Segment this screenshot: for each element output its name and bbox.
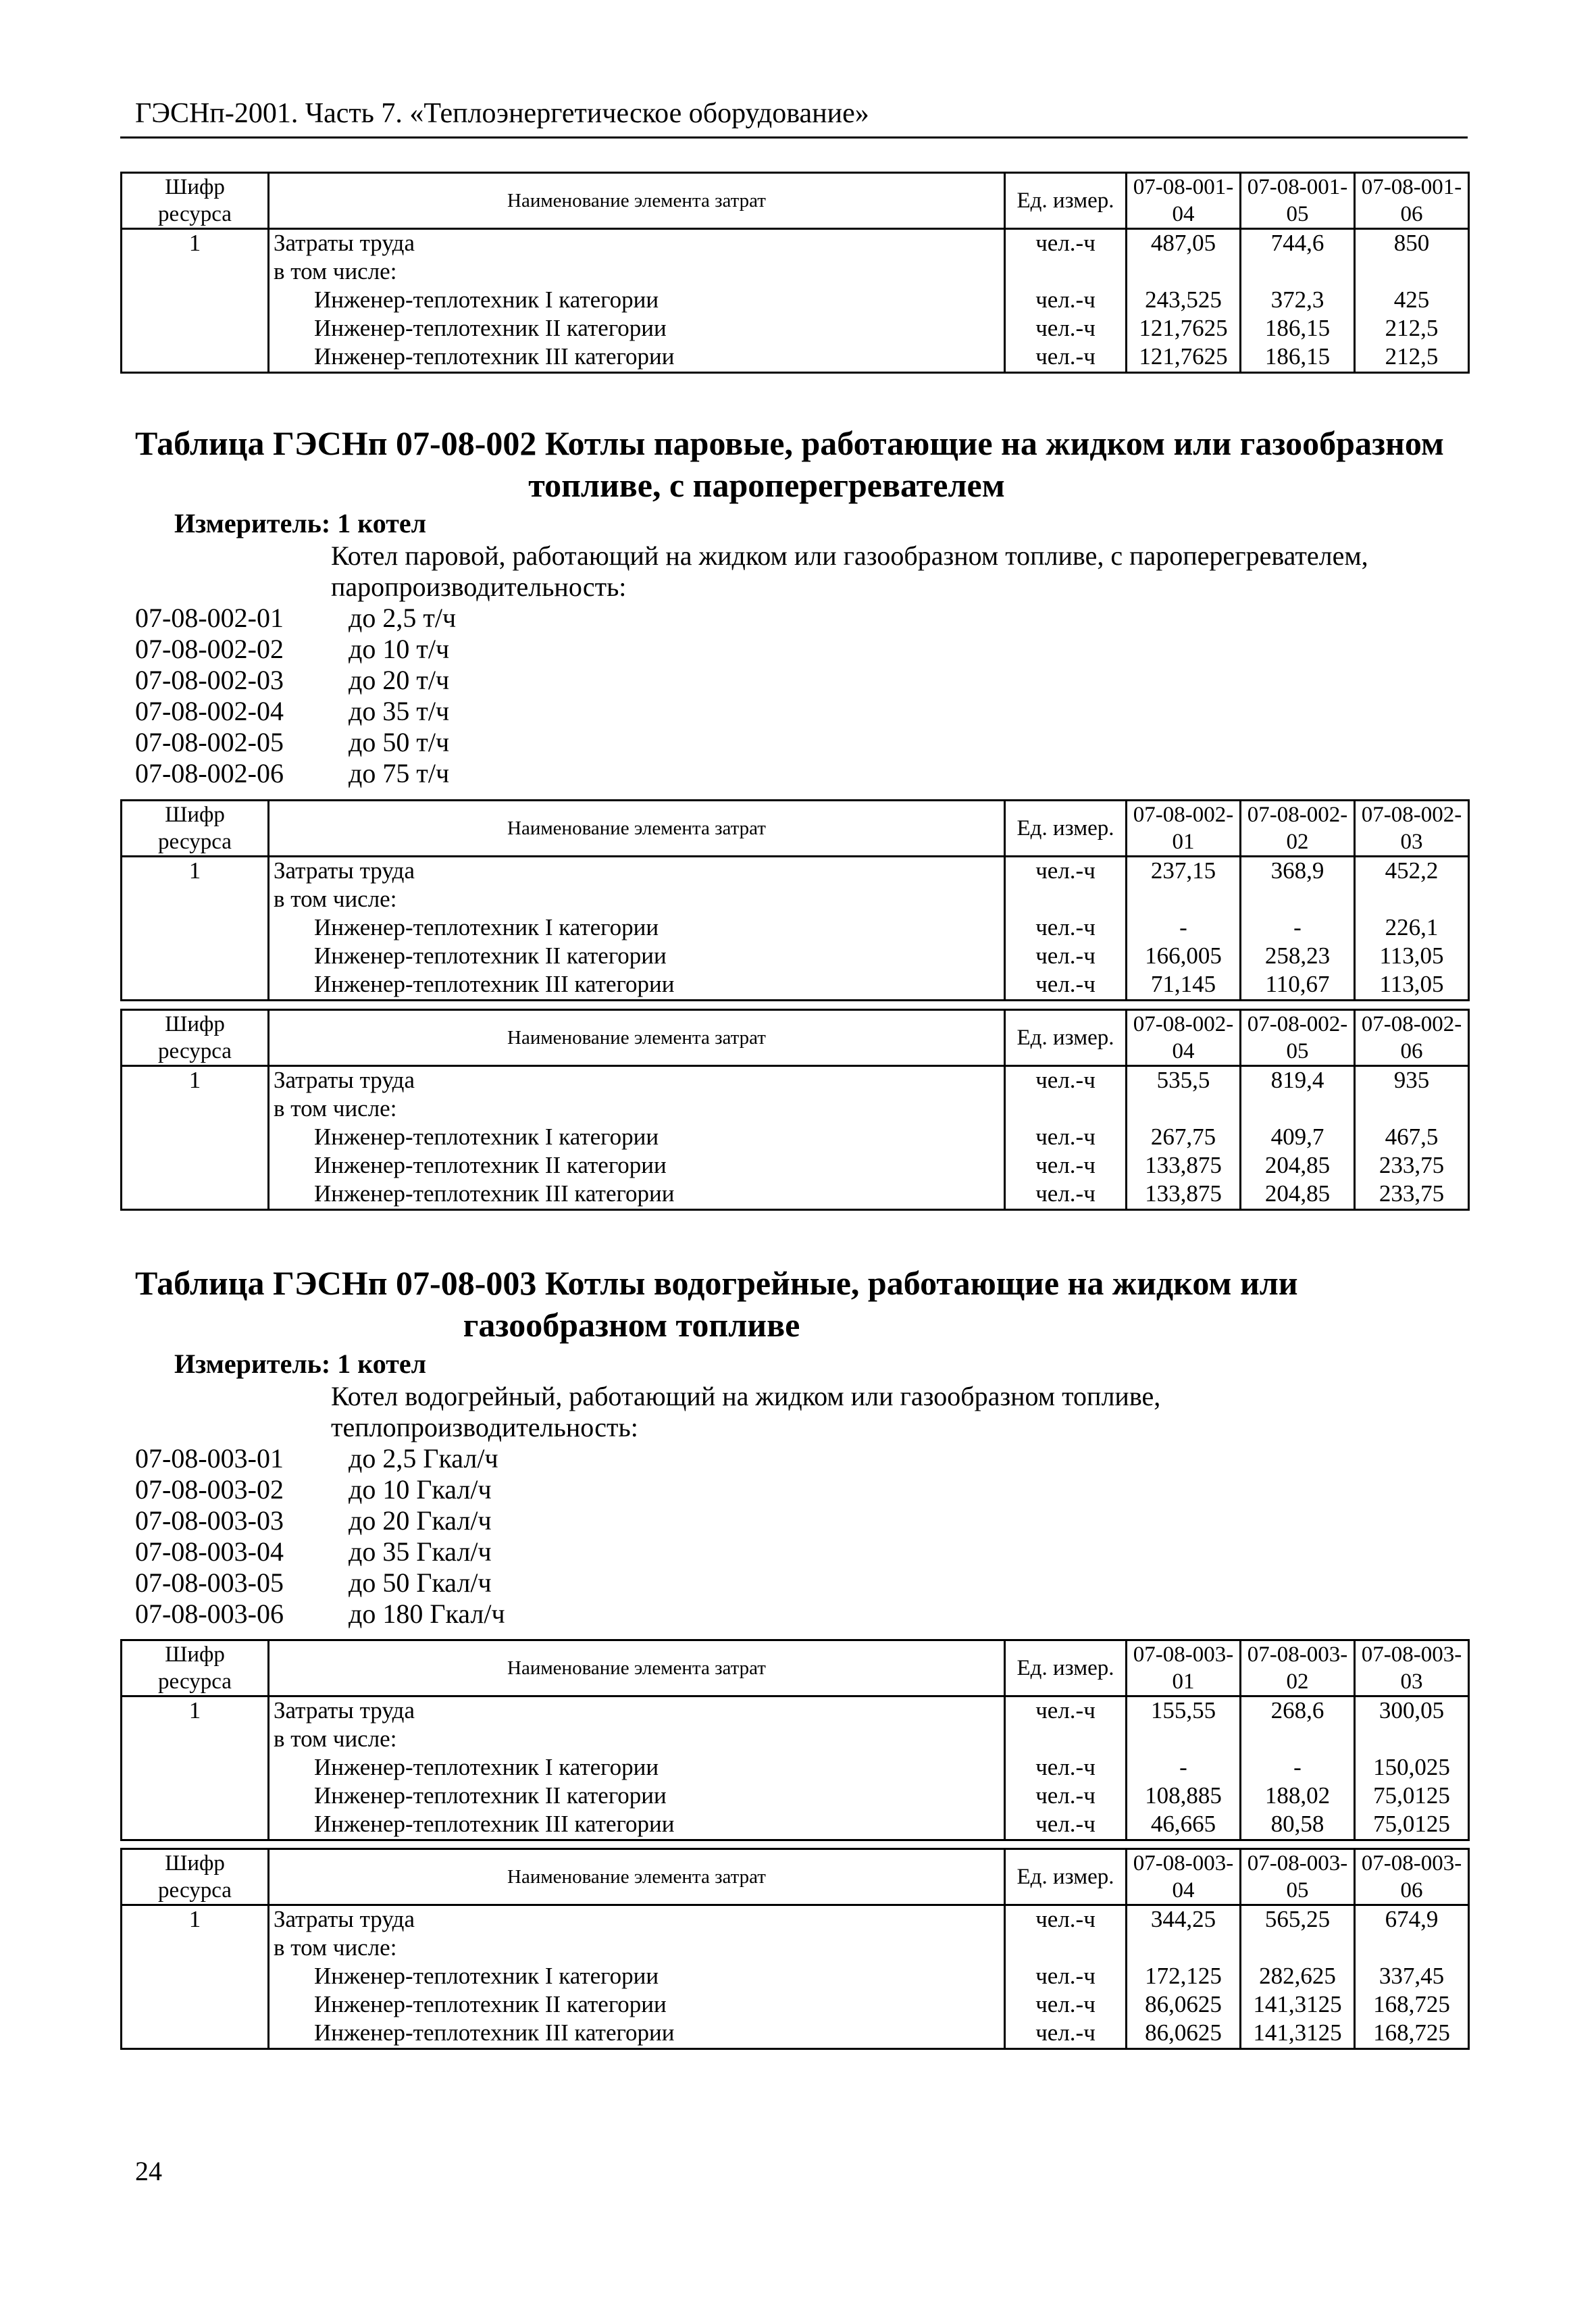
- including-label: в том числе:: [274, 1934, 397, 1961]
- value-eng1: 467,5: [1385, 1124, 1439, 1150]
- section-title-line1: Таблица ГЭСНп 07-08-003 Котлы водогрейные, работающие на жидком или: [135, 1264, 1298, 1302]
- value-spacer: [1131, 886, 1235, 914]
- value-eng3: 121,7625: [1139, 343, 1228, 370]
- engineer-cat3-label: Инженер-теплотехник III категории: [314, 1180, 675, 1207]
- value-eng1: -: [1293, 914, 1302, 940]
- value-eng2: 186,15: [1264, 315, 1331, 341]
- table-header-row: [122, 1849, 1469, 1905]
- item-row: [135, 1536, 505, 1567]
- value-eng2: 108,885: [1145, 1782, 1222, 1809]
- cell-code: [122, 857, 269, 1001]
- item-code: 07-08-003-02: [135, 1474, 284, 1505]
- cell-value: [1241, 1066, 1355, 1210]
- value-spacer: [1245, 1095, 1349, 1124]
- item-value: до 50 Гкал/ч: [349, 1567, 492, 1598]
- cell-code: [122, 1696, 269, 1840]
- description: [331, 1381, 1479, 1443]
- cell-value: [1127, 857, 1241, 1001]
- engineer-cat2-label: Инженер-теплотехник II категории: [314, 1991, 667, 2017]
- value-eng1: 243,525: [1145, 286, 1222, 313]
- item-row: [135, 1443, 505, 1474]
- cell-unit: [1005, 229, 1127, 373]
- value-eng1: 372,3: [1270, 286, 1324, 313]
- meter-label: Измеритель: 1 котел: [174, 1349, 427, 1379]
- value-spacer: [1360, 886, 1464, 914]
- header-rate-code: 07-08-002-01: [1127, 801, 1241, 857]
- header-rule: [120, 136, 1468, 139]
- engineer-cat3-label: Инженер-теплотехник III категории: [314, 343, 675, 370]
- value-spacer: [1360, 1726, 1464, 1754]
- section-title-line2: топливе, с пароперегревателем: [528, 466, 1005, 504]
- meter-label: Измеритель: 1 котел: [174, 508, 427, 538]
- value-labor: 487,05: [1150, 230, 1216, 256]
- item-value: до 180 Гкал/ч: [349, 1599, 505, 1629]
- value-eng3: 133,875: [1145, 1180, 1222, 1207]
- value-labor: 535,5: [1156, 1067, 1210, 1093]
- section-title-line2: газообразном топливе: [463, 1306, 800, 1344]
- description-line1: Котел водогрейный, работающий на жидком или газообразном топливе,: [331, 1381, 1161, 1411]
- cell-value: [1355, 1905, 1469, 2049]
- header-code: Шифр ресурса: [122, 1640, 269, 1696]
- unit-spacer: [1010, 1726, 1121, 1754]
- value-eng1: 150,025: [1373, 1754, 1450, 1780]
- engineer-cat1-label: Инженер-теплотехник I категории: [314, 1124, 659, 1150]
- including-label: в том числе:: [274, 1095, 397, 1122]
- unit-labor: чел.-ч: [1035, 1067, 1096, 1093]
- item-code: 07-08-002-01: [135, 603, 284, 633]
- item-code: 07-08-003-05: [135, 1567, 284, 1598]
- value-eng1: -: [1179, 1754, 1187, 1780]
- cost-table: [120, 799, 1470, 1001]
- value-labor: 565,25: [1264, 1906, 1331, 1932]
- resource-code: 1: [188, 1906, 201, 1932]
- including-label: в том числе:: [274, 258, 397, 284]
- unit-eng2: чел.-ч: [1035, 1152, 1096, 1178]
- item-code: 07-08-003-03: [135, 1505, 284, 1536]
- header-unit: Ед. измер.: [1005, 1849, 1127, 1905]
- unit-spacer: [1010, 258, 1121, 286]
- value-eng3: 80,58: [1270, 1811, 1324, 1837]
- value-eng2: 258,23: [1264, 942, 1331, 969]
- value-eng3: 204,85: [1264, 1180, 1331, 1207]
- including-label: в том числе:: [274, 886, 397, 912]
- value-eng1: 267,75: [1150, 1124, 1216, 1150]
- cell-value: [1241, 857, 1355, 1001]
- cell-name: [269, 1905, 1005, 2049]
- unit-eng2: чел.-ч: [1035, 942, 1096, 969]
- unit-eng1: чел.-ч: [1035, 1963, 1096, 1989]
- table-header-row: [122, 173, 1469, 229]
- cost-table: [120, 1639, 1470, 1841]
- value-eng3: 86,0625: [1145, 2019, 1222, 2046]
- value-labor: 368,9: [1270, 857, 1324, 884]
- value-eng3: 110,67: [1265, 971, 1330, 997]
- cell-code: [122, 1066, 269, 1210]
- value-eng2: 212,5: [1385, 315, 1439, 341]
- cell-value: [1355, 1066, 1469, 1210]
- engineer-cat3-label: Инженер-теплотехник III категории: [314, 1811, 675, 1837]
- item-row: [135, 758, 456, 789]
- cost-table: [120, 1848, 1470, 2050]
- unit-eng3: чел.-ч: [1035, 1811, 1096, 1837]
- value-spacer: [1131, 1934, 1235, 1963]
- item-row: [135, 603, 456, 634]
- resource-code: 1: [188, 857, 201, 884]
- value-eng1: 226,1: [1385, 914, 1439, 940]
- value-eng1: 425: [1393, 286, 1430, 313]
- value-eng3: 75,0125: [1373, 1811, 1450, 1837]
- cell-unit: [1005, 1696, 1127, 1840]
- cell-unit: [1005, 857, 1127, 1001]
- value-spacer: [1131, 258, 1235, 286]
- value-labor: 155,55: [1150, 1697, 1216, 1724]
- item-value: до 75 т/ч: [349, 758, 450, 788]
- description-line2: теплопроизводительность:: [331, 1412, 638, 1442]
- item-value: до 10 Гкал/ч: [349, 1474, 492, 1505]
- cell-value: [1127, 1905, 1241, 2049]
- section-title: [135, 1262, 1452, 1346]
- value-labor: 268,6: [1270, 1697, 1324, 1724]
- cell-unit: [1005, 1066, 1127, 1210]
- header-name: Наименование элемента затрат: [269, 1640, 1005, 1696]
- header-name: Наименование элемента затрат: [269, 1010, 1005, 1066]
- value-spacer: [1360, 258, 1464, 286]
- unit-eng3: чел.-ч: [1035, 2019, 1096, 2046]
- resource-code: 1: [188, 1067, 201, 1093]
- unit-eng3: чел.-ч: [1035, 343, 1096, 370]
- description-line2: паропроизводительность:: [331, 572, 627, 602]
- cell-name: [269, 1066, 1005, 1210]
- item-code: 07-08-002-02: [135, 634, 284, 664]
- header-code: Шифр ресурса: [122, 1010, 269, 1066]
- value-labor: 344,25: [1150, 1906, 1216, 1932]
- value-eng3: 46,665: [1150, 1811, 1216, 1837]
- page-header-title: ГЭСНп-2001. Часть 7. «Теплоэнергетическое оборудование»: [135, 98, 869, 129]
- value-eng1: 409,7: [1270, 1124, 1324, 1150]
- cell-value: [1355, 857, 1469, 1001]
- cell-name: [269, 229, 1005, 373]
- header-rate-code: 07-08-003-06: [1355, 1849, 1469, 1905]
- table-row: [122, 1696, 1469, 1840]
- value-eng1: -: [1293, 1754, 1302, 1780]
- value-eng3: 233,75: [1379, 1180, 1445, 1207]
- value-eng2: 133,875: [1145, 1152, 1222, 1178]
- header-rate-code: 07-08-003-04: [1127, 1849, 1241, 1905]
- value-eng2: 75,0125: [1373, 1782, 1450, 1809]
- value-eng2: 113,05: [1379, 942, 1444, 969]
- unit-labor: чел.-ч: [1035, 1697, 1096, 1724]
- cell-code: [122, 229, 269, 373]
- value-eng3: 212,5: [1385, 343, 1439, 370]
- header-rate-code: 07-08-003-02: [1241, 1640, 1355, 1696]
- labor-label: Затраты труда: [274, 1067, 415, 1093]
- value-eng2: 141,3125: [1253, 1991, 1342, 2017]
- section-title-line1: Таблица ГЭСНп 07-08-002 Котлы паровые, работающие на жидком или газообразном: [135, 424, 1444, 462]
- value-labor: 300,05: [1379, 1697, 1445, 1724]
- unit-labor: чел.-ч: [1035, 230, 1096, 256]
- header-rate-code: 07-08-002-03: [1355, 801, 1469, 857]
- unit-eng2: чел.-ч: [1035, 1782, 1096, 1809]
- unit-eng1: чел.-ч: [1035, 1124, 1096, 1150]
- item-value: до 2,5 т/ч: [349, 603, 457, 633]
- cell-code: [122, 1905, 269, 2049]
- table-row: [122, 1066, 1469, 1210]
- item-code: 07-08-003-06: [135, 1599, 284, 1629]
- labor-label: Затраты труда: [274, 230, 415, 256]
- value-eng2: 168,725: [1373, 1991, 1450, 2017]
- engineer-cat1-label: Инженер-теплотехник I категории: [314, 286, 659, 313]
- engineer-cat3-label: Инженер-теплотехник III категории: [314, 971, 675, 997]
- header-rate-code: 07-08-002-06: [1355, 1010, 1469, 1066]
- value-eng3: 141,3125: [1253, 2019, 1342, 2046]
- value-eng2: 233,75: [1379, 1152, 1445, 1178]
- description-line1: Котел паровой, работающий на жидком или газообразном топливе, с пароперегревателем,: [331, 540, 1368, 571]
- value-eng1: 282,625: [1259, 1963, 1336, 1989]
- table-header-row: [122, 1010, 1469, 1066]
- unit-labor: чел.-ч: [1035, 857, 1096, 884]
- unit-labor: чел.-ч: [1035, 1906, 1096, 1932]
- cost-table: [120, 172, 1470, 374]
- resource-code: 1: [188, 1697, 201, 1724]
- value-spacer: [1245, 258, 1349, 286]
- cell-name: [269, 857, 1005, 1001]
- header-rate-code: 07-08-002-04: [1127, 1010, 1241, 1066]
- table-header-row: [122, 801, 1469, 857]
- item-code: 07-08-003-04: [135, 1536, 284, 1567]
- item-row: [135, 665, 456, 696]
- unit-eng1: чел.-ч: [1035, 286, 1096, 313]
- value-eng1: -: [1179, 914, 1187, 940]
- value-eng2: 166,005: [1145, 942, 1222, 969]
- value-labor: 935: [1393, 1067, 1430, 1093]
- value-eng2: 188,02: [1264, 1782, 1331, 1809]
- item-row: [135, 1599, 505, 1630]
- header-code: Шифр ресурса: [122, 801, 269, 857]
- item-row: [135, 1567, 505, 1599]
- value-spacer: [1360, 1095, 1464, 1124]
- header-name: Наименование элемента затрат: [269, 173, 1005, 229]
- item-value: до 2,5 Гкал/ч: [349, 1443, 498, 1474]
- value-spacer: [1131, 1095, 1235, 1124]
- description: [331, 540, 1479, 603]
- unit-spacer: [1010, 1095, 1121, 1124]
- item-list: [135, 1443, 505, 1630]
- cell-value: [1127, 1696, 1241, 1840]
- value-eng3: 168,725: [1373, 2019, 1450, 2046]
- table-header-row: [122, 1640, 1469, 1696]
- unit-eng1: чел.-ч: [1035, 914, 1096, 940]
- header-unit: Ед. измер.: [1005, 173, 1127, 229]
- item-value: до 50 т/ч: [349, 727, 450, 757]
- table-row: [122, 229, 1469, 373]
- unit-eng2: чел.-ч: [1035, 1991, 1096, 2017]
- engineer-cat1-label: Инженер-теплотехник I категории: [314, 1754, 659, 1780]
- engineer-cat3-label: Инженер-теплотехник III категории: [314, 2019, 675, 2046]
- header-unit: Ед. измер.: [1005, 1010, 1127, 1066]
- value-labor: 744,6: [1270, 230, 1324, 256]
- header-code: Шифр ресурса: [122, 1849, 269, 1905]
- header-rate-code: 07-08-001-06: [1355, 173, 1469, 229]
- value-eng3: 71,145: [1150, 971, 1216, 997]
- cell-value: [1127, 1066, 1241, 1210]
- unit-eng3: чел.-ч: [1035, 1180, 1096, 1207]
- item-value: до 20 т/ч: [349, 665, 450, 695]
- including-label: в том числе:: [274, 1726, 397, 1752]
- value-eng2: 204,85: [1264, 1152, 1331, 1178]
- item-row: [135, 696, 456, 727]
- cell-name: [269, 1696, 1005, 1840]
- labor-label: Затраты труда: [274, 857, 415, 884]
- item-code: 07-08-002-06: [135, 758, 284, 788]
- value-spacer: [1245, 886, 1349, 914]
- header-rate-code: 07-08-003-03: [1355, 1640, 1469, 1696]
- engineer-cat1-label: Инженер-теплотехник I категории: [314, 914, 659, 940]
- item-row: [135, 727, 456, 758]
- item-code: 07-08-003-01: [135, 1443, 284, 1474]
- cell-value: [1241, 1696, 1355, 1840]
- header-rate-code: 07-08-002-05: [1241, 1010, 1355, 1066]
- cell-value: [1355, 229, 1469, 373]
- value-eng1: 337,45: [1379, 1963, 1445, 1989]
- value-spacer: [1360, 1934, 1464, 1963]
- header-rate-code: 07-08-003-01: [1127, 1640, 1241, 1696]
- engineer-cat2-label: Инженер-теплотехник II категории: [314, 1152, 667, 1178]
- item-list: [135, 603, 456, 789]
- cell-value: [1241, 229, 1355, 373]
- value-eng2: 86,0625: [1145, 1991, 1222, 2017]
- unit-spacer: [1010, 886, 1121, 914]
- item-value: до 35 Гкал/ч: [349, 1536, 492, 1567]
- item-row: [135, 1474, 505, 1505]
- value-labor: 452,2: [1385, 857, 1439, 884]
- value-labor: 237,15: [1150, 857, 1216, 884]
- header-unit: Ед. измер.: [1005, 801, 1127, 857]
- value-eng1: 172,125: [1145, 1963, 1222, 1989]
- section-title: [135, 422, 1452, 506]
- value-eng2: 121,7625: [1139, 315, 1228, 341]
- header-unit: Ед. измер.: [1005, 1640, 1127, 1696]
- item-code: 07-08-002-05: [135, 727, 284, 757]
- value-eng3: 113,05: [1379, 971, 1444, 997]
- labor-label: Затраты труда: [274, 1906, 415, 1932]
- resource-code: 1: [188, 230, 201, 256]
- page-number: 24: [135, 2156, 162, 2186]
- unit-eng3: чел.-ч: [1035, 971, 1096, 997]
- table-row: [122, 1905, 1469, 2049]
- item-row: [135, 1505, 505, 1536]
- engineer-cat1-label: Инженер-теплотехник I категории: [314, 1963, 659, 1989]
- unit-eng1: чел.-ч: [1035, 1754, 1096, 1780]
- cell-value: [1127, 229, 1241, 373]
- value-eng3: 186,15: [1264, 343, 1331, 370]
- cell-unit: [1005, 1905, 1127, 2049]
- item-value: до 20 Гкал/ч: [349, 1505, 492, 1536]
- value-spacer: [1131, 1726, 1235, 1754]
- header-code: Шифр ресурса: [122, 173, 269, 229]
- cost-table: [120, 1009, 1470, 1211]
- value-spacer: [1245, 1726, 1349, 1754]
- table-row: [122, 857, 1469, 1001]
- item-value: до 10 т/ч: [349, 634, 450, 664]
- header-name: Наименование элемента затрат: [269, 1849, 1005, 1905]
- engineer-cat2-label: Инженер-теплотехник II категории: [314, 942, 667, 969]
- item-code: 07-08-002-04: [135, 696, 284, 726]
- cell-value: [1241, 1905, 1355, 2049]
- engineer-cat2-label: Инженер-теплотехник II категории: [314, 1782, 667, 1809]
- header-rate-code: 07-08-002-02: [1241, 801, 1355, 857]
- item-value: до 35 т/ч: [349, 696, 450, 726]
- header-rate-code: 07-08-003-05: [1241, 1849, 1355, 1905]
- cell-value: [1355, 1696, 1469, 1840]
- unit-eng2: чел.-ч: [1035, 315, 1096, 341]
- labor-label: Затраты труда: [274, 1697, 415, 1724]
- item-code: 07-08-002-03: [135, 665, 284, 695]
- value-spacer: [1245, 1934, 1349, 1963]
- value-labor: 850: [1393, 230, 1430, 256]
- value-labor: 674,9: [1385, 1906, 1439, 1932]
- item-row: [135, 634, 456, 665]
- header-rate-code: 07-08-001-04: [1127, 173, 1241, 229]
- header-name: Наименование элемента затрат: [269, 801, 1005, 857]
- header-rate-code: 07-08-001-05: [1241, 173, 1355, 229]
- engineer-cat2-label: Инженер-теплотехник II категории: [314, 315, 667, 341]
- unit-spacer: [1010, 1934, 1121, 1963]
- value-labor: 819,4: [1270, 1067, 1324, 1093]
